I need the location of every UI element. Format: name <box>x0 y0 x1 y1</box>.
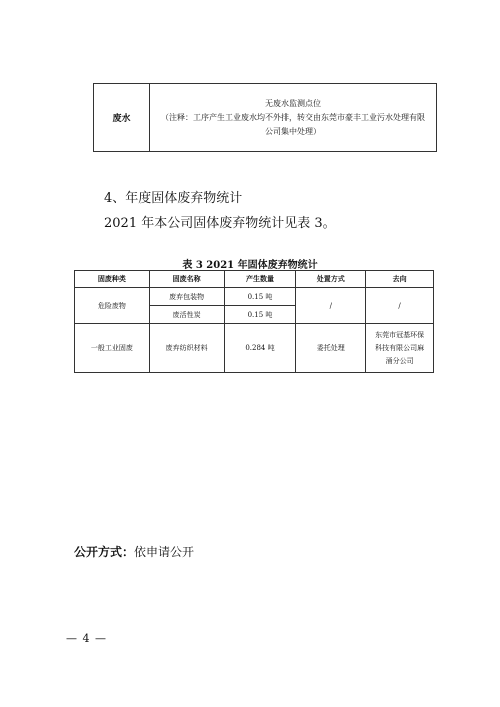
col-header-destination: 去向 <box>366 271 434 288</box>
cell-destination: / <box>366 288 434 324</box>
solid-waste-table <box>74 270 434 373</box>
cell-destination <box>366 324 434 373</box>
cell-qty: 0.15 吨 <box>224 306 296 324</box>
publish-label: 公开方式： <box>74 545 135 559</box>
wastewater-table <box>93 83 437 152</box>
wastewater-label: 废水 <box>94 84 150 152</box>
table3-caption: 表 3 2021 年固体废弃物统计 <box>182 260 318 271</box>
destination-line1: 东莞市冠基环保 <box>375 330 425 339</box>
wastewater-note-line3: 公司集中处理） <box>265 126 321 136</box>
cell-qty: 0.15 吨 <box>224 288 296 306</box>
col-header-name: 固废名称 <box>149 271 224 288</box>
table-row <box>75 324 434 373</box>
section-heading: 4、年度固体废弃物统计 <box>104 191 243 206</box>
cell-qty: 0.284 吨 <box>224 324 296 373</box>
col-header-qty: 产生数量 <box>224 271 296 288</box>
publish-method <box>74 543 194 560</box>
cell-name: 废弃纺织材料 <box>149 324 224 373</box>
wastewater-note <box>150 84 437 152</box>
wastewater-note-line1: 无废水监测点位 <box>265 98 321 108</box>
col-header-disposal: 处置方式 <box>296 271 366 288</box>
cell-disposal: 委托处理 <box>296 324 366 373</box>
destination-line3: 涌分公司 <box>385 356 414 365</box>
section-paragraph: 2021 年本公司固体废弃物统计见表 3。 <box>104 216 336 231</box>
destination-line2: 科技有限公司麻 <box>375 343 425 352</box>
cell-name: 废活性炭 <box>149 306 224 324</box>
cell-disposal: / <box>296 288 366 324</box>
cell-name: 废弃包装物 <box>149 288 224 306</box>
cell-type-hazard: 危险废物 <box>75 288 150 324</box>
table-row <box>75 288 434 306</box>
publish-value: 依申请公开 <box>134 545 195 559</box>
cell-type-general: 一般工业固废 <box>75 324 150 373</box>
table-header-row <box>75 271 434 288</box>
col-header-type: 固废种类 <box>75 271 150 288</box>
page-number: — 4 — <box>66 632 107 645</box>
wastewater-note-line2: （注释：工序产生工业废水均不外排，转交由东莞市豪丰工业污水处理有限 <box>161 112 425 122</box>
